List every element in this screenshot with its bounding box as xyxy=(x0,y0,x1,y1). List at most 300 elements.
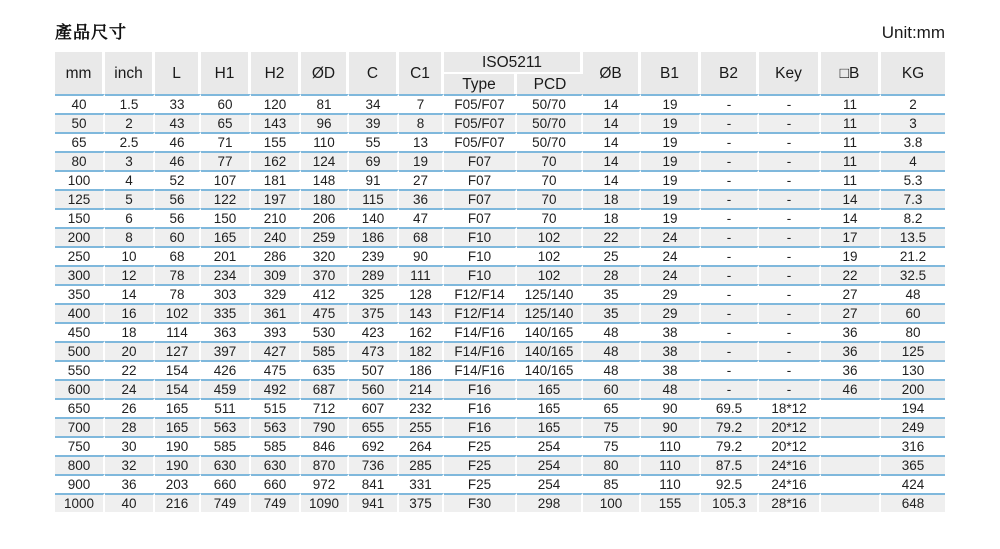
cell-c: 560 xyxy=(349,379,399,398)
cell-od: 124 xyxy=(301,151,349,170)
cell-h1: 150 xyxy=(201,208,251,227)
cell-h1: 60 xyxy=(201,94,251,113)
cell-inch: 6 xyxy=(105,208,155,227)
cell-h1: 107 xyxy=(201,170,251,189)
cell-od: 148 xyxy=(301,170,349,189)
cell-mm: 80 xyxy=(55,151,105,170)
cell-l: 46 xyxy=(155,132,201,151)
cell-ob: 22 xyxy=(583,227,641,246)
cell-c1: 162 xyxy=(399,322,444,341)
cell-b1: 19 xyxy=(641,132,701,151)
cell-kg: 32.5 xyxy=(881,265,945,284)
cell-key: - xyxy=(759,189,821,208)
cell-b2: - xyxy=(701,322,759,341)
cell-iso-type: F14/F16 xyxy=(444,341,517,360)
cell-b2: - xyxy=(701,208,759,227)
cell-key: - xyxy=(759,322,821,341)
cell-c: 115 xyxy=(349,189,399,208)
table-row xyxy=(55,379,945,398)
cell-iso-pcd: 140/165 xyxy=(517,322,583,341)
cell-b1: 38 xyxy=(641,341,701,360)
cell-iso-pcd: 102 xyxy=(517,265,583,284)
cell-l: 52 xyxy=(155,170,201,189)
cell-iso-type: F25 xyxy=(444,455,517,474)
cell-iso-pcd: 70 xyxy=(517,208,583,227)
cell-inch: 22 xyxy=(105,360,155,379)
cell-b1: 90 xyxy=(641,398,701,417)
cell-l: 216 xyxy=(155,493,201,512)
cell-square-b: 11 xyxy=(821,113,881,132)
cell-iso-pcd: 165 xyxy=(517,379,583,398)
topbar xyxy=(55,18,945,43)
cell-od: 585 xyxy=(301,341,349,360)
col-header-b1: B1 xyxy=(641,52,701,94)
cell-od: 635 xyxy=(301,360,349,379)
cell-iso-type: F07 xyxy=(444,208,517,227)
cell-c: 325 xyxy=(349,284,399,303)
cell-mm: 900 xyxy=(55,474,105,493)
cell-h2: 210 xyxy=(251,208,301,227)
cell-c1: 90 xyxy=(399,246,444,265)
cell-kg: 7.3 xyxy=(881,189,945,208)
cell-square-b: 36 xyxy=(821,322,881,341)
cell-ob: 35 xyxy=(583,303,641,322)
cell-h1: 426 xyxy=(201,360,251,379)
unit-label: Unit:mm xyxy=(881,23,945,42)
cell-inch: 12 xyxy=(105,265,155,284)
cell-b2: 79.2 xyxy=(701,417,759,436)
cell-h1: 660 xyxy=(201,474,251,493)
cell-b1: 24 xyxy=(641,265,701,284)
cell-c1: 47 xyxy=(399,208,444,227)
cell-inch: 5 xyxy=(105,189,155,208)
cell-c1: 111 xyxy=(399,265,444,284)
cell-mm: 65 xyxy=(55,132,105,151)
cell-l: 165 xyxy=(155,398,201,417)
cell-mm: 350 xyxy=(55,284,105,303)
col-header-mm: mm xyxy=(55,52,105,94)
cell-od: 259 xyxy=(301,227,349,246)
cell-c: 655 xyxy=(349,417,399,436)
cell-c: 736 xyxy=(349,455,399,474)
cell-iso-type: F14/F16 xyxy=(444,322,517,341)
table-row xyxy=(55,189,945,208)
cell-inch: 40 xyxy=(105,493,155,512)
cell-h2: 492 xyxy=(251,379,301,398)
cell-square-b xyxy=(821,436,881,455)
cell-iso-pcd: 254 xyxy=(517,474,583,493)
cell-square-b xyxy=(821,398,881,417)
cell-b1: 19 xyxy=(641,151,701,170)
col-header-iso-pcd: PCD xyxy=(517,74,583,94)
cell-iso-type: F25 xyxy=(444,436,517,455)
cell-c: 941 xyxy=(349,493,399,512)
cell-b2: - xyxy=(701,341,759,360)
cell-square-b: 14 xyxy=(821,208,881,227)
cell-mm: 250 xyxy=(55,246,105,265)
cell-h2: 143 xyxy=(251,113,301,132)
cell-od: 1090 xyxy=(301,493,349,512)
cell-inch: 36 xyxy=(105,474,155,493)
cell-key: - xyxy=(759,303,821,322)
cell-ob: 80 xyxy=(583,455,641,474)
cell-mm: 500 xyxy=(55,341,105,360)
cell-key: - xyxy=(759,265,821,284)
table-row xyxy=(55,227,945,246)
cell-inch: 10 xyxy=(105,246,155,265)
cell-l: 60 xyxy=(155,227,201,246)
table-row xyxy=(55,94,945,113)
cell-inch: 28 xyxy=(105,417,155,436)
cell-mm: 200 xyxy=(55,227,105,246)
cell-c1: 264 xyxy=(399,436,444,455)
cell-kg: 8.2 xyxy=(881,208,945,227)
cell-h2: 197 xyxy=(251,189,301,208)
cell-c1: 8 xyxy=(399,113,444,132)
cell-key: 24*16 xyxy=(759,455,821,474)
cell-od: 180 xyxy=(301,189,349,208)
cell-iso-pcd: 125/140 xyxy=(517,284,583,303)
cell-b1: 29 xyxy=(641,284,701,303)
cell-kg: 316 xyxy=(881,436,945,455)
cell-iso-pcd: 140/165 xyxy=(517,341,583,360)
cell-key: - xyxy=(759,151,821,170)
cell-iso-type: F14/F16 xyxy=(444,360,517,379)
col-header-iso-type: Type xyxy=(444,74,517,94)
cell-iso-pcd: 102 xyxy=(517,227,583,246)
cell-inch: 2 xyxy=(105,113,155,132)
table-row xyxy=(55,398,945,417)
cell-mm: 50 xyxy=(55,113,105,132)
cell-square-b xyxy=(821,493,881,512)
cell-kg: 21.2 xyxy=(881,246,945,265)
cell-c: 69 xyxy=(349,151,399,170)
cell-mm: 150 xyxy=(55,208,105,227)
cell-c1: 182 xyxy=(399,341,444,360)
table-row xyxy=(55,284,945,303)
cell-key: 18*12 xyxy=(759,398,821,417)
cell-c: 39 xyxy=(349,113,399,132)
cell-kg: 194 xyxy=(881,398,945,417)
cell-mm: 650 xyxy=(55,398,105,417)
cell-iso-type: F12/F14 xyxy=(444,303,517,322)
cell-iso-pcd: 254 xyxy=(517,455,583,474)
cell-h2: 427 xyxy=(251,341,301,360)
cell-od: 972 xyxy=(301,474,349,493)
cell-ob: 14 xyxy=(583,94,641,113)
cell-iso-type: F10 xyxy=(444,265,517,284)
cell-b1: 19 xyxy=(641,170,701,189)
cell-h1: 563 xyxy=(201,417,251,436)
cell-iso-pcd: 125/140 xyxy=(517,303,583,322)
cell-od: 475 xyxy=(301,303,349,322)
cell-b1: 19 xyxy=(641,208,701,227)
cell-l: 56 xyxy=(155,189,201,208)
cell-iso-pcd: 140/165 xyxy=(517,360,583,379)
cell-od: 687 xyxy=(301,379,349,398)
cell-l: 154 xyxy=(155,360,201,379)
cell-key: - xyxy=(759,246,821,265)
cell-iso-type: F05/F07 xyxy=(444,94,517,113)
cell-kg: 200 xyxy=(881,379,945,398)
cell-b1: 19 xyxy=(641,94,701,113)
cell-kg: 5.3 xyxy=(881,170,945,189)
cell-square-b: 11 xyxy=(821,132,881,151)
cell-b1: 90 xyxy=(641,417,701,436)
cell-h1: 77 xyxy=(201,151,251,170)
cell-kg: 125 xyxy=(881,341,945,360)
cell-key: - xyxy=(759,170,821,189)
cell-square-b: 19 xyxy=(821,246,881,265)
col-header-key: Key xyxy=(759,52,821,94)
col-header-h2: H2 xyxy=(251,52,301,94)
cell-iso-pcd: 50/70 xyxy=(517,94,583,113)
cell-h1: 630 xyxy=(201,455,251,474)
cell-b1: 24 xyxy=(641,246,701,265)
cell-h1: 65 xyxy=(201,113,251,132)
table-row xyxy=(55,436,945,455)
table-row xyxy=(55,170,945,189)
cell-iso-type: F25 xyxy=(444,474,517,493)
cell-b1: 24 xyxy=(641,227,701,246)
cell-iso-type: F10 xyxy=(444,227,517,246)
cell-iso-type: F05/F07 xyxy=(444,113,517,132)
cell-h2: 660 xyxy=(251,474,301,493)
cell-h1: 71 xyxy=(201,132,251,151)
cell-h1: 335 xyxy=(201,303,251,322)
cell-c1: 331 xyxy=(399,474,444,493)
cell-h2: 361 xyxy=(251,303,301,322)
table-row xyxy=(55,246,945,265)
cell-mm: 450 xyxy=(55,322,105,341)
col-header-c: C xyxy=(349,52,399,94)
cell-square-b: 46 xyxy=(821,379,881,398)
cell-iso-pcd: 254 xyxy=(517,436,583,455)
cell-b2: - xyxy=(701,132,759,151)
cell-square-b: 36 xyxy=(821,360,881,379)
cell-kg: 13.5 xyxy=(881,227,945,246)
cell-b2: 87.5 xyxy=(701,455,759,474)
cell-square-b: 17 xyxy=(821,227,881,246)
cell-b1: 19 xyxy=(641,113,701,132)
cell-kg: 2 xyxy=(881,94,945,113)
cell-square-b xyxy=(821,474,881,493)
cell-l: 46 xyxy=(155,151,201,170)
cell-key: - xyxy=(759,113,821,132)
cell-od: 110 xyxy=(301,132,349,151)
cell-mm: 125 xyxy=(55,189,105,208)
cell-c: 375 xyxy=(349,303,399,322)
cell-iso-type: F16 xyxy=(444,398,517,417)
cell-ob: 60 xyxy=(583,379,641,398)
cell-iso-pcd: 50/70 xyxy=(517,113,583,132)
cell-l: 33 xyxy=(155,94,201,113)
cell-h2: 155 xyxy=(251,132,301,151)
cell-od: 370 xyxy=(301,265,349,284)
cell-c: 423 xyxy=(349,322,399,341)
cell-od: 206 xyxy=(301,208,349,227)
cell-kg: 4 xyxy=(881,151,945,170)
cell-b1: 110 xyxy=(641,455,701,474)
cell-mm: 300 xyxy=(55,265,105,284)
cell-h2: 475 xyxy=(251,360,301,379)
cell-square-b: 36 xyxy=(821,341,881,360)
cell-h2: 120 xyxy=(251,94,301,113)
table-header xyxy=(55,52,945,94)
cell-b2: - xyxy=(701,379,759,398)
cell-ob: 48 xyxy=(583,322,641,341)
cell-ob: 48 xyxy=(583,341,641,360)
cell-h1: 122 xyxy=(201,189,251,208)
cell-l: 56 xyxy=(155,208,201,227)
cell-c: 692 xyxy=(349,436,399,455)
cell-h2: 240 xyxy=(251,227,301,246)
cell-iso-type: F07 xyxy=(444,151,517,170)
cell-l: 203 xyxy=(155,474,201,493)
page-title: 產品尺寸 xyxy=(55,23,127,42)
col-header-l: L xyxy=(155,52,201,94)
cell-key: 24*16 xyxy=(759,474,821,493)
cell-h2: 749 xyxy=(251,493,301,512)
cell-ob: 14 xyxy=(583,151,641,170)
cell-c1: 27 xyxy=(399,170,444,189)
cell-key: - xyxy=(759,94,821,113)
cell-kg: 80 xyxy=(881,322,945,341)
col-header-h1: H1 xyxy=(201,52,251,94)
cell-b2: - xyxy=(701,284,759,303)
cell-b1: 29 xyxy=(641,303,701,322)
cell-l: 190 xyxy=(155,455,201,474)
cell-c1: 214 xyxy=(399,379,444,398)
cell-c: 841 xyxy=(349,474,399,493)
cell-ob: 65 xyxy=(583,398,641,417)
col-header-c1: C1 xyxy=(399,52,444,94)
cell-ob: 28 xyxy=(583,265,641,284)
cell-square-b: 27 xyxy=(821,303,881,322)
cell-mm: 700 xyxy=(55,417,105,436)
cell-od: 846 xyxy=(301,436,349,455)
cell-od: 96 xyxy=(301,113,349,132)
cell-b1: 38 xyxy=(641,322,701,341)
cell-c1: 13 xyxy=(399,132,444,151)
cell-ob: 14 xyxy=(583,113,641,132)
cell-c: 55 xyxy=(349,132,399,151)
cell-mm: 750 xyxy=(55,436,105,455)
cell-key: - xyxy=(759,341,821,360)
cell-mm: 40 xyxy=(55,94,105,113)
cell-od: 320 xyxy=(301,246,349,265)
cell-square-b xyxy=(821,417,881,436)
cell-key: - xyxy=(759,227,821,246)
cell-ob: 75 xyxy=(583,417,641,436)
cell-kg: 249 xyxy=(881,417,945,436)
cell-l: 114 xyxy=(155,322,201,341)
cell-square-b: 14 xyxy=(821,189,881,208)
cell-c1: 232 xyxy=(399,398,444,417)
cell-key: - xyxy=(759,360,821,379)
cell-iso-type: F07 xyxy=(444,189,517,208)
table-row xyxy=(55,322,945,341)
cell-inch: 14 xyxy=(105,284,155,303)
cell-c1: 19 xyxy=(399,151,444,170)
cell-c: 507 xyxy=(349,360,399,379)
cell-mm: 800 xyxy=(55,455,105,474)
cell-l: 127 xyxy=(155,341,201,360)
cell-b2: - xyxy=(701,246,759,265)
cell-l: 165 xyxy=(155,417,201,436)
cell-iso-type: F05/F07 xyxy=(444,132,517,151)
cell-inch: 1.5 xyxy=(105,94,155,113)
cell-kg: 60 xyxy=(881,303,945,322)
cell-b2: - xyxy=(701,170,759,189)
cell-iso-pcd: 70 xyxy=(517,170,583,189)
cell-kg: 48 xyxy=(881,284,945,303)
cell-ob: 25 xyxy=(583,246,641,265)
cell-ob: 85 xyxy=(583,474,641,493)
cell-h1: 165 xyxy=(201,227,251,246)
cell-b2: - xyxy=(701,303,759,322)
cell-h2: 515 xyxy=(251,398,301,417)
table-row xyxy=(55,113,945,132)
table-row xyxy=(55,493,945,512)
cell-c: 140 xyxy=(349,208,399,227)
table-row xyxy=(55,341,945,360)
cell-h2: 309 xyxy=(251,265,301,284)
cell-kg: 130 xyxy=(881,360,945,379)
cell-c: 34 xyxy=(349,94,399,113)
cell-inch: 3 xyxy=(105,151,155,170)
cell-l: 78 xyxy=(155,265,201,284)
cell-b2: - xyxy=(701,189,759,208)
cell-h1: 397 xyxy=(201,341,251,360)
cell-b1: 155 xyxy=(641,493,701,512)
cell-h2: 286 xyxy=(251,246,301,265)
cell-c: 473 xyxy=(349,341,399,360)
cell-b1: 19 xyxy=(641,189,701,208)
cell-ob: 14 xyxy=(583,132,641,151)
cell-c1: 143 xyxy=(399,303,444,322)
col-header-square-b: □B xyxy=(821,52,881,94)
cell-h1: 749 xyxy=(201,493,251,512)
cell-iso-type: F10 xyxy=(444,246,517,265)
cell-h2: 329 xyxy=(251,284,301,303)
cell-iso-type: F12/F14 xyxy=(444,284,517,303)
cell-h1: 459 xyxy=(201,379,251,398)
cell-h1: 511 xyxy=(201,398,251,417)
cell-c: 289 xyxy=(349,265,399,284)
cell-c: 239 xyxy=(349,246,399,265)
cell-inch: 20 xyxy=(105,341,155,360)
col-header-inch: inch xyxy=(105,52,155,94)
cell-mm: 550 xyxy=(55,360,105,379)
table-row xyxy=(55,417,945,436)
col-header-iso5211: ISO5211 xyxy=(444,52,583,74)
dimensions-table xyxy=(55,52,945,512)
cell-key: 20*12 xyxy=(759,436,821,455)
cell-ob: 18 xyxy=(583,208,641,227)
cell-l: 154 xyxy=(155,379,201,398)
cell-inch: 8 xyxy=(105,227,155,246)
cell-iso-pcd: 70 xyxy=(517,189,583,208)
cell-h2: 181 xyxy=(251,170,301,189)
cell-b2: 69.5 xyxy=(701,398,759,417)
cell-ob: 100 xyxy=(583,493,641,512)
cell-square-b: 22 xyxy=(821,265,881,284)
cell-b2: 92.5 xyxy=(701,474,759,493)
cell-kg: 648 xyxy=(881,493,945,512)
cell-iso-pcd: 298 xyxy=(517,493,583,512)
cell-key: - xyxy=(759,284,821,303)
